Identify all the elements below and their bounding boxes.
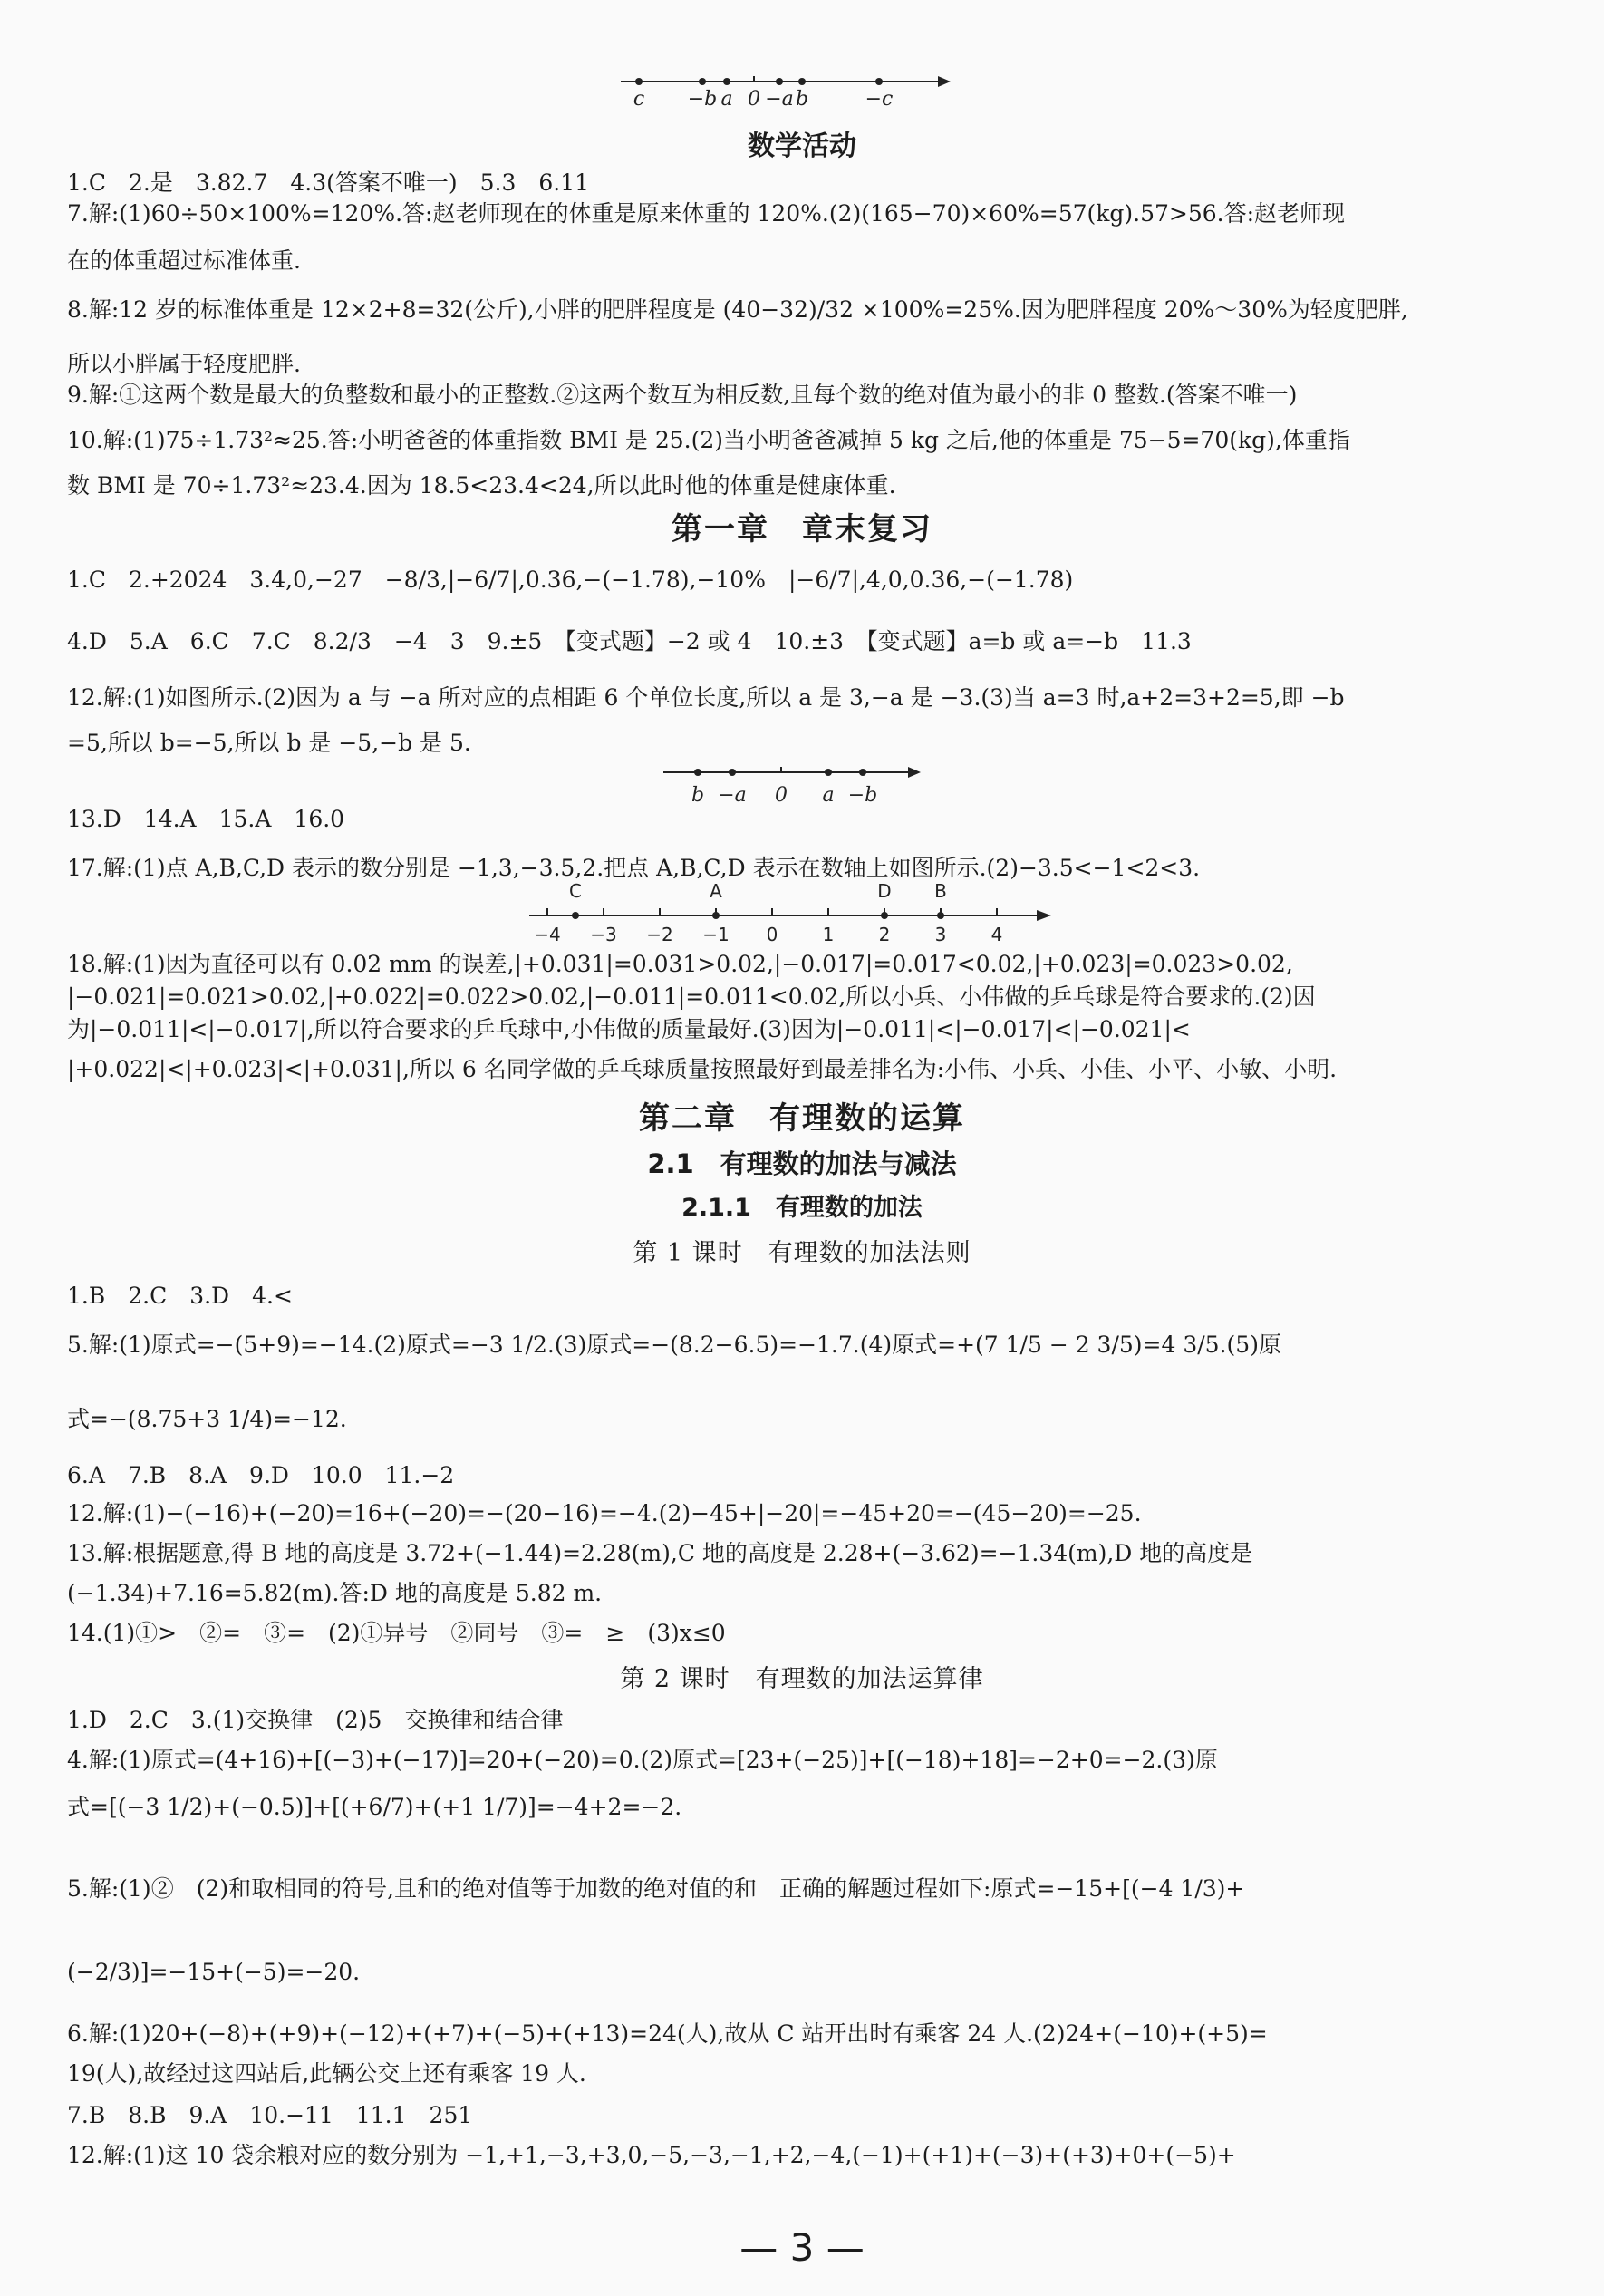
answer-line: 12.解:(1)如图所示.(2)因为 a 与 −a 所对应的点相距 6 个单位长度,所以 a 是 3,−a 是 −3.(3)当 a=3 时,a+2=3+2=5,即 −b: [67, 684, 1345, 711]
lesson-1-heading: 第 1 课时 有理数的加法法则: [633, 1239, 971, 1267]
answer-line: 12.解:(1)−(−16)+(−20)=16+(−20)=−(20−16)=−4.(2)−45+|−20|=−45+20=−(45−20)=−25.: [67, 1500, 1142, 1526]
answer-line: 10.解:(1)75÷1.73²≈25.答:小明爸爸的体重指数 BMI 是 25.(2)当小明爸爸减掉 5 kg 之后,他的体重是 75−5=70(kg),体重指: [67, 427, 1350, 453]
tick-label: −1: [702, 924, 730, 945]
answer-line: 为|−0.011|<|−0.017|,所以符合要求的乒乓球中,小伟做的质量最好.(3)因为|−0.011|<|−0.017|<|−0.021|<: [67, 1016, 1191, 1042]
point-label: B: [934, 880, 947, 902]
answer-line: 13.D 14.A 15.A 16.0: [67, 806, 345, 832]
point-label: −a: [765, 88, 794, 111]
tick-label: 3: [934, 924, 947, 945]
answer-line: 5.解:(1)② (2)和取相同的符号,且和的绝对值等于加数的绝对值的和 正确的解题过程如下:原式=−15+[(−4 1/3)+: [67, 1875, 1245, 1902]
answer-line: 6.解:(1)20+(−8)+(+9)+(−12)+(+7)+(−5)+(+13)=24(人),故从 C 站开出时有乘客 24 人.(2)24+(−10)+(+5)=: [67, 2020, 1268, 2047]
chapter-review-heading: 第一章 章末复习: [672, 511, 932, 547]
answer-line: 所以小胖属于轻度肥胖.: [67, 351, 301, 377]
answer-line: 1.C 2.+2024 3.4,0,−27 −8/3,|−6/7|,0.36,−(−1.78),−10% |−6/7|,4,0,0.36,−(−1.78): [67, 567, 1074, 593]
point-dot: [694, 769, 701, 776]
point-dot: [776, 78, 783, 85]
point-dot: [712, 912, 720, 919]
tick-label: 1: [822, 924, 835, 945]
point-dot: [937, 912, 944, 919]
point-dot: [798, 78, 806, 85]
answer-line: 9.解:①这两个数是最大的负整数和最小的正整数.②这两个数互为相反数,且每个数的绝对值为最小的非 0 整数.(答案不唯一): [67, 382, 1298, 408]
lesson-2-heading: 第 2 课时 有理数的加法运算律: [620, 1665, 984, 1693]
answer-line: 1.D 2.C 3.(1)交换律 (2)5 交换律和结合律: [67, 1707, 564, 1733]
point-dot: [635, 78, 643, 85]
answer-line: 13.解:根据题意,得 B 地的高度是 3.72+(−1.44)=2.28(m),C 地的高度是 2.28+(−3.62)=−1.34(m),D 地的高度是: [67, 1540, 1253, 1566]
point-label: 0: [748, 88, 760, 111]
point-label: −b: [687, 88, 718, 111]
point-label: a: [720, 88, 733, 111]
answer-line: 4.解:(1)原式=(4+16)+[(−3)+(−17)]=20+(−20)=0.(2)原式=[23+(−25)]+[(−18)+18]=−2+0=−2.(3)原: [67, 1747, 1218, 1773]
answer-line: =5,所以 b=−5,所以 b 是 −5,−b 是 5.: [67, 730, 471, 756]
answer-line: (−1.34)+7.16=5.82(m).答:D 地的高度是 5.82 m.: [67, 1580, 603, 1606]
tick-label: −4: [534, 924, 561, 945]
number-line-1: [612, 63, 992, 118]
point-dot: [729, 769, 736, 776]
point-label: −c: [865, 88, 894, 111]
point-label: A: [710, 880, 722, 902]
tick-label: 4: [990, 924, 1003, 945]
point-label: b: [795, 88, 809, 111]
point-dot: [859, 769, 866, 776]
answer-line: 5.解:(1)原式=−(5+9)=−14.(2)原式=−3 1/2.(3)原式=−(8.2−6.5)=−1.7.(4)原式=+(7 1/5 − 2 3/5)=4 3/5.(5)原: [67, 1332, 1281, 1358]
tick-label: 2: [878, 924, 891, 945]
point-dot: [699, 78, 706, 85]
answer-line: 1.B 2.C 3.D 4.<: [67, 1283, 293, 1309]
point-label: b: [691, 784, 705, 807]
answer-line: |+0.022|<|+0.023|<|+0.031|,所以 6 名同学做的乒乓球质量按照最好到最差排名为:小伟、小兵、小佳、小平、小敏、小明.: [67, 1056, 1338, 1082]
point-label: a: [822, 784, 835, 807]
point-dot: [723, 78, 730, 85]
answer-line: 式=[(−3 1/2)+(−0.5)]+[(+6/7)+(+1 1/7)]=−4+2=−2.: [67, 1794, 682, 1820]
answer-line: (−2/3)]=−15+(−5)=−20.: [67, 1959, 361, 1985]
answer-line: 8.解:12 岁的标准体重是 12×2+8=32(公斤),小胖的肥胖程度是 (40−32)/32 ×100%=25%.因为肥胖程度 20%～30%为轻度肥胖,: [67, 296, 1408, 323]
tick-label: 0: [766, 924, 778, 945]
answer-line: 式=−(8.75+3 1/4)=−12.: [67, 1406, 347, 1432]
chapter-2-heading: 第二章 有理数的运算: [639, 1100, 965, 1137]
point-dot: [825, 769, 832, 776]
answer-line: 1.C 2.是 3.82.7 4.3(答案不唯一) 5.3 6.11: [67, 170, 590, 196]
point-dot: [875, 78, 883, 85]
answer-line: 在的体重超过标准体重.: [67, 247, 301, 274]
tick-label: −2: [646, 924, 673, 945]
point-label: D: [877, 880, 892, 902]
page-number: — 3 —: [739, 2225, 865, 2270]
subsection-2-1-1-heading: 2.1.1 有理数的加法: [681, 1194, 923, 1222]
answer-line: 18.解:(1)因为直径可以有 0.02 mm 的误差,|+0.031|=0.031>0.02,|−0.017|=0.017<0.02,|+0.023|=0.023>0.02,: [67, 951, 1293, 977]
answer-line: 17.解:(1)点 A,B,C,D 表示的数分别是 −1,3,−3.5,2.把点 A,B,C,D 表示在数轴上如图所示.(2)−3.5<−1<2<3.: [67, 855, 1201, 881]
point-dot: [572, 912, 579, 919]
tick-label: −3: [590, 924, 617, 945]
section-heading-activity: 数学活动: [748, 131, 856, 162]
number-line-2: [654, 756, 944, 810]
answer-line: 12.解:(1)这 10 袋余粮对应的数分别为 −1,+1,−3,+3,0,−5,−3,−1,+2,−4,(−1)+(+1)+(−3)+(+3)+0+(−5)+: [67, 2142, 1236, 2168]
answer-line: 19(人),故经过这四站后,此辆公交上还有乘客 19 人.: [67, 2060, 586, 2087]
answer-line: 7.解:(1)60÷50×100%=120%.答:赵老师现在的体重是原来体重的 120%.(2)(165−70)×60%=57(kg).57>56.答:赵老师现: [67, 200, 1346, 227]
answer-line: |−0.021|=0.021>0.02,|+0.022|=0.022>0.02,|−0.011|=0.011<0.02,所以小兵、小伟做的乒乓球是符合要求的.(2)因: [67, 983, 1316, 1010]
section-2-1-heading: 2.1 有理数的加法与减法: [647, 1148, 957, 1179]
point-dot: [881, 912, 888, 919]
point-label: c: [633, 88, 645, 111]
point-label: −a: [718, 784, 747, 807]
point-label: C: [569, 880, 582, 902]
answer-line: 4.D 5.A 6.C 7.C 8.2/3 −4 3 9.±5 【变式题】−2 或 4 10.±3 【变式题】a=b 或 a=−b 11.3: [67, 628, 1192, 654]
answer-line: 数 BMI 是 70÷1.73²≈23.4.因为 18.5<23.4<24,所以此时他的体重是健康体重.: [67, 472, 896, 499]
answer-line: 7.B 8.B 9.A 10.−11 11.1 251: [67, 2102, 473, 2128]
answer-line: 14.(1)①> ②= ③= (2)①异号 ②同号 ③= ≥ (3)x≤0: [67, 1620, 726, 1646]
number-line-3: [520, 877, 1064, 959]
point-label: −b: [847, 784, 878, 807]
answer-line: 6.A 7.B 8.A 9.D 10.0 11.−2: [67, 1462, 455, 1488]
point-label: 0: [775, 784, 788, 807]
